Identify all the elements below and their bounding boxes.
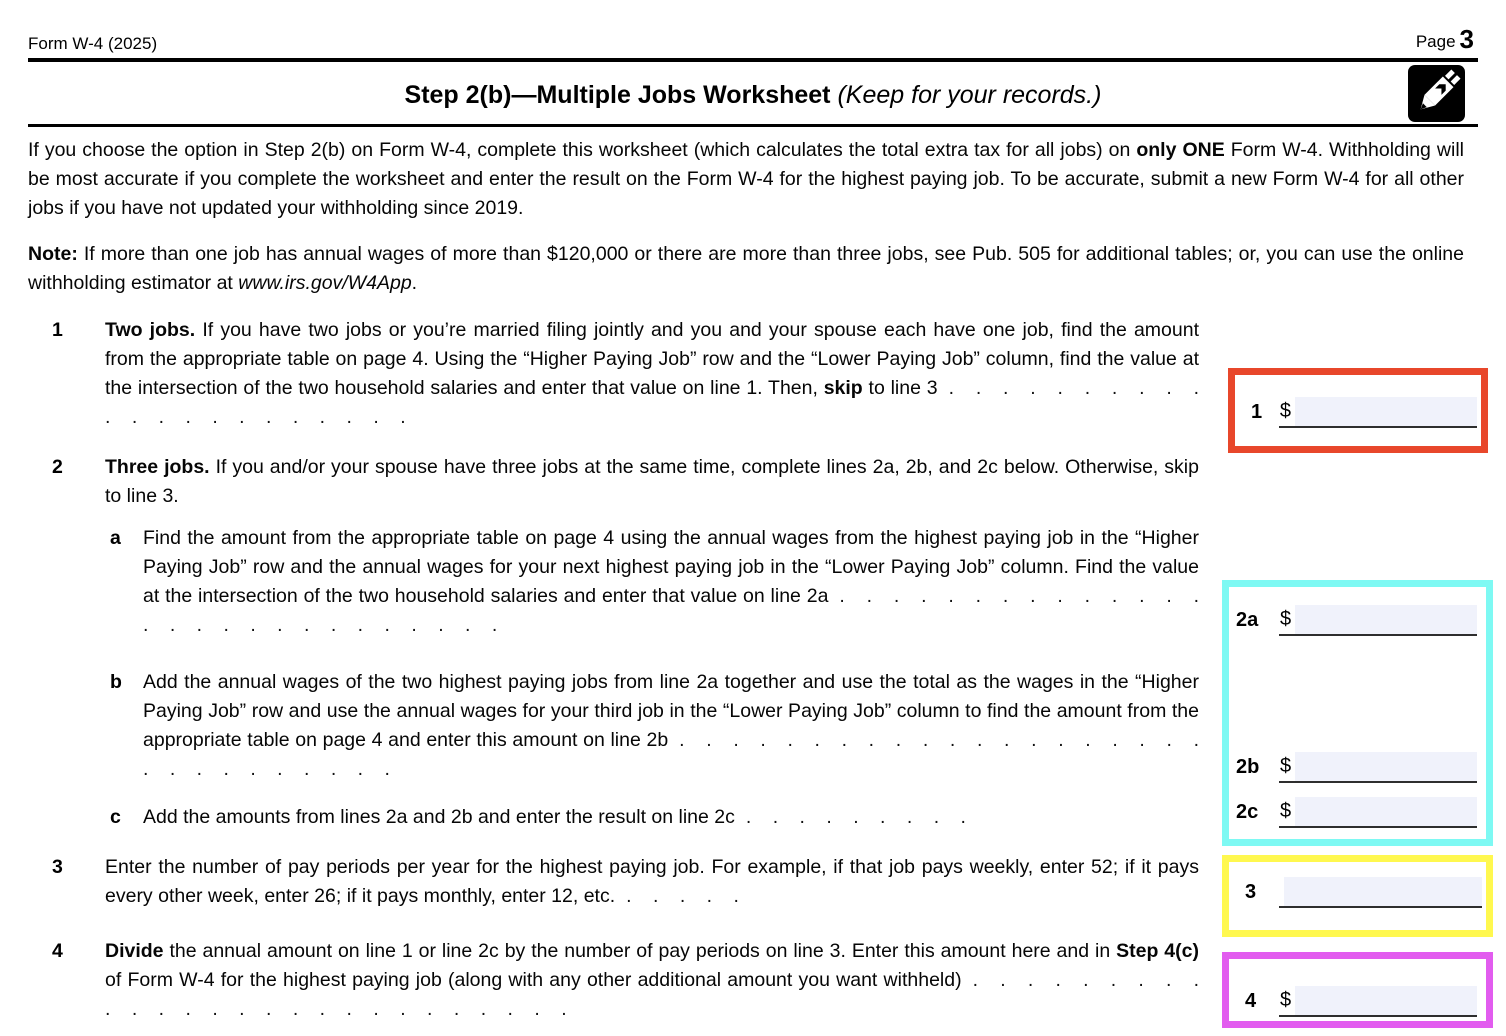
line2b-answer-row <box>1235 752 1482 783</box>
dollar-sign: $ <box>1280 608 1292 630</box>
line2c-letter: c <box>110 806 121 828</box>
line2c-field-underline <box>1279 797 1477 828</box>
dot-leader: . . . . . . . . . . . . . . . . . . . . . . <box>105 377 1199 428</box>
line3-number: 3 <box>52 856 63 878</box>
line2-number: 2 <box>52 456 63 478</box>
line2b-letter: b <box>110 671 122 693</box>
lines2a-2c-highlight-box <box>1222 580 1493 846</box>
dot-leader: . . . . . . . . . <box>745 806 966 828</box>
dot-leader: . . . . . <box>626 885 739 907</box>
intro-paragraph: If you choose the option in Step 2(b) on Form W-4, complete this worksheet (which calculates the total extra tax for all jobs) on only ONE Form W-4. Withholding will be most accurate if you complete the worksheet and enter the result on the Form W-4 for the highest paying job. To be accurate, submit a new Form W-4 for all other jobs if you have not updated your withholding since 2019. <box>28 139 1464 219</box>
line2c-instructions: Add the amounts from lines 2a and 2b and enter the result on line 2c . . . . . . . . . <box>143 806 966 828</box>
line3-field-underline <box>1279 877 1482 908</box>
line4-highlight-box <box>1222 952 1493 1028</box>
line2c-answer-row <box>1235 797 1482 828</box>
line2b-instructions: Add the annual wages of the two highest paying jobs from line 2a together and use the total as the wages in the “Higher Paying Job” row and use the annual wages for your third job in the “Lower Paying Job” column to find the amount from the appropriate table on page 4 and enter this amount on line 2b . . . . . . . . . . . . . . . . . . . . . . . . . . . . . . <box>143 671 1199 780</box>
dollar-sign: $ <box>1280 755 1292 777</box>
dot-leader: . . . . . . . . . . . . . . . . . . . . . . . . . . . . <box>143 585 1200 636</box>
header-divider <box>28 58 1478 62</box>
line1-amount-input[interactable] <box>1295 397 1477 426</box>
line2a-letter: a <box>110 527 121 549</box>
line2b-answer-label: 2b <box>1236 756 1260 778</box>
worksheet-title-subtitle: (Keep for your records.) <box>837 81 1102 109</box>
note-paragraph: Note: If more than one job has annual wages of more than $120,000 or there are more than three jobs, see Pub. 505 for additional tables; or, you can use the online withholding estimator at www.irs.gov/W4App. <box>28 243 1464 294</box>
page-number: 3 <box>1459 24 1474 54</box>
dot-leader: . . . . . . . . . . . . . . . . . . . . . . . . . . . . . . <box>143 729 1199 780</box>
line4-answer-row <box>1235 986 1482 1017</box>
line3-highlight-box <box>1222 855 1493 937</box>
line1-number: 1 <box>52 319 63 341</box>
line2c-answer-label: 2c <box>1236 801 1259 823</box>
form-id: Form W-4 (2025) <box>28 34 158 53</box>
dot-leader: . . . . . . . . . . . . . . . . . . . . . . . . . . . <box>105 969 1199 1020</box>
line3-pay-periods-input[interactable] <box>1284 877 1482 906</box>
line3-instructions: Enter the number of pay periods per year for the highest paying job. For example, if that job pays weekly, enter 52; if it pays every other week, enter 26; if it pays monthly, enter 12, etc. . . . . . <box>105 856 1199 907</box>
line4-amount-input[interactable] <box>1295 986 1477 1015</box>
line2-instructions: Three jobs. If you and/or your spouse have three jobs at the same time, complete lines 2a, 2b, and 2c below. Otherwise, skip to line 3. <box>105 456 1199 507</box>
line1-answer-label: 1 <box>1251 401 1263 423</box>
line2c-amount-input[interactable] <box>1295 797 1477 826</box>
page-indicator <box>1416 26 1474 52</box>
worksheet-title <box>0 81 1506 110</box>
line1-field-underline <box>1279 397 1477 428</box>
line4-number: 4 <box>52 940 63 962</box>
line3-answer-row <box>1235 877 1482 908</box>
dollar-sign: $ <box>1280 800 1292 822</box>
line2a-answer-label: 2a <box>1236 609 1259 631</box>
line4-answer-label: 4 <box>1245 990 1257 1012</box>
line2b-field-underline <box>1279 752 1477 783</box>
worksheet-title-main: Step 2(b)—Multiple Jobs Worksheet <box>404 81 831 109</box>
line1-answer-row <box>1241 397 1477 428</box>
line4-field-underline <box>1279 986 1477 1017</box>
line3-answer-label: 3 <box>1245 881 1257 903</box>
page-word: Page <box>1415 32 1456 51</box>
line1-instructions: Two jobs. If you have two jobs or you’re married filing jointly and you and your spouse each have one job, find the amount from the appropriate table on page 4. Using the “Higher Paying Job” row and the “Lower Paying Job” column, find the value at the intersection of the two household salaries and enter that value on line 1. Then, skip to line 3 . . . . . . . . . . . . . . . . . . . . . . <box>105 319 1199 428</box>
line1-highlight-box <box>1228 368 1488 453</box>
pencil-icon <box>1408 65 1465 122</box>
title-divider <box>28 124 1478 127</box>
line2a-instructions: Find the amount from the appropriate table on page 4 using the annual wages from the highest paying job in the “Higher Paying Job” row and the annual wages for your next highest paying job in the “Lower Paying Job” column. Find the value at the intersection of the two household salaries and enter that value on line 2a . . . . . . . . . . . . . . . . . . . . . . . . . . . . <box>143 527 1200 636</box>
line2b-amount-input[interactable] <box>1295 752 1477 781</box>
line2a-amount-input[interactable] <box>1295 605 1477 634</box>
line2a-answer-row <box>1235 605 1482 636</box>
line2a-field-underline <box>1279 605 1477 636</box>
dollar-sign: $ <box>1280 989 1292 1011</box>
dollar-sign: $ <box>1279 400 1291 422</box>
line4-instructions: Divide the annual amount on line 1 or line 2c by the number of pay periods on line 3. Enter this amount here and in Step 4(c) of Form W-4 for the highest paying job (along with any other additional amount you want withheld) . . . . . . . . . . . . . . . . . . . . . . . . . . . <box>105 940 1199 1020</box>
